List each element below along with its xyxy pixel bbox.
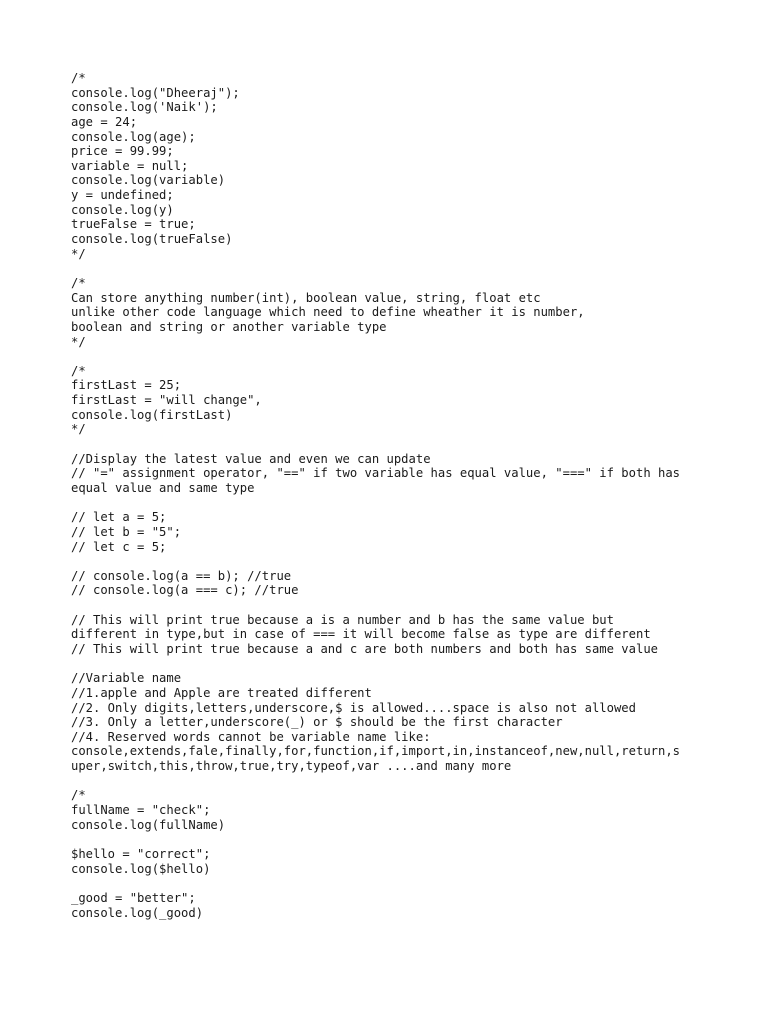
code-line (71, 554, 711, 569)
code-line: console.log('Naik'); (71, 100, 218, 115)
code-line (71, 876, 711, 891)
code-line: fullName = "check"; (71, 803, 211, 818)
code-line: console.log(firstLast) (71, 407, 233, 422)
code-line: // let b = "5"; (71, 524, 182, 539)
code-line (71, 774, 711, 789)
code-line (71, 349, 711, 364)
code-line: /* (71, 71, 86, 85)
code-line: */ (71, 246, 86, 261)
code-line (71, 598, 711, 613)
code-line: //3. Only a letter,underscore(_) or $ should be the first character (71, 715, 563, 730)
code-line: /* (71, 363, 86, 378)
code-line: //Display the latest value and even we can update (71, 451, 431, 466)
code-line: firstLast = 25; (71, 378, 182, 393)
code-line: // let c = 5; (71, 539, 167, 554)
code-line: Can store anything number(int), boolean value, string, float etc (71, 290, 541, 305)
code-line (71, 657, 711, 672)
code-line: //4. Reserved words cannot be variable name like: (71, 729, 431, 744)
code-line: // "=" assignment operator, "==" if two variable has equal value, "===" if both has (71, 466, 681, 481)
code-line (71, 496, 711, 511)
code-line: console.log("Dheeraj"); (71, 85, 240, 100)
code-line: boolean and string or another variable type (71, 319, 387, 334)
code-line (71, 832, 711, 847)
code-line: // console.log(a == b); //true (71, 568, 292, 583)
code-line: age = 24; (71, 114, 138, 129)
code-line: console.log(y) (71, 202, 174, 217)
code-line: //1.apple and Apple are treated different (71, 685, 372, 700)
code-line: // This will print true because a and c are both numbers and both has same value (71, 641, 658, 656)
code-line: y = undefined; (71, 188, 174, 203)
code-line: console.log($hello) (71, 861, 211, 876)
code-line: //2. Only digits,letters,underscore,$ is allowed....space is also not allowed (71, 700, 636, 715)
code-line: // console.log(a === c); //true (71, 583, 299, 598)
code-line: // let a = 5; (71, 510, 167, 525)
code-line: console.log(_good) (71, 905, 204, 920)
code-line: console.log(variable) (71, 173, 226, 188)
code-line (71, 437, 711, 452)
code-line: */ (71, 422, 86, 437)
code-line: console,extends,fale,finally,for,function,if,import,in,instanceof,new,null,return,s (71, 744, 681, 759)
code-line: */ (71, 334, 86, 349)
code-line: /* (71, 275, 86, 290)
code-line: console.log(age); (71, 129, 196, 144)
code-line: //Variable name (71, 671, 182, 686)
code-line: console.log(trueFalse) (71, 232, 233, 247)
code-line: // This will print true because a is a number and b has the same value but (71, 612, 614, 627)
code-line: unlike other code language which need to define wheather it is number, (71, 305, 585, 320)
code-line: variable = null; (71, 158, 189, 173)
code-line (71, 261, 711, 276)
code-line: trueFalse = true; (71, 217, 196, 232)
code-line: _good = "better"; (71, 890, 196, 905)
code-line: console.log(fullName) (71, 817, 226, 832)
code-line: $hello = "correct"; (71, 846, 211, 861)
code-line: different in type,but in case of === it will become false as type are different (71, 627, 651, 642)
code-line: price = 99.99; (71, 144, 174, 159)
code-line: /* (71, 788, 86, 803)
code-line: uper,switch,this,throw,true,try,typeof,var ....and many more (71, 759, 512, 774)
code-text-block (71, 71, 711, 920)
code-line: equal value and same type (71, 480, 255, 495)
code-line: firstLast = "will change", (71, 393, 262, 408)
